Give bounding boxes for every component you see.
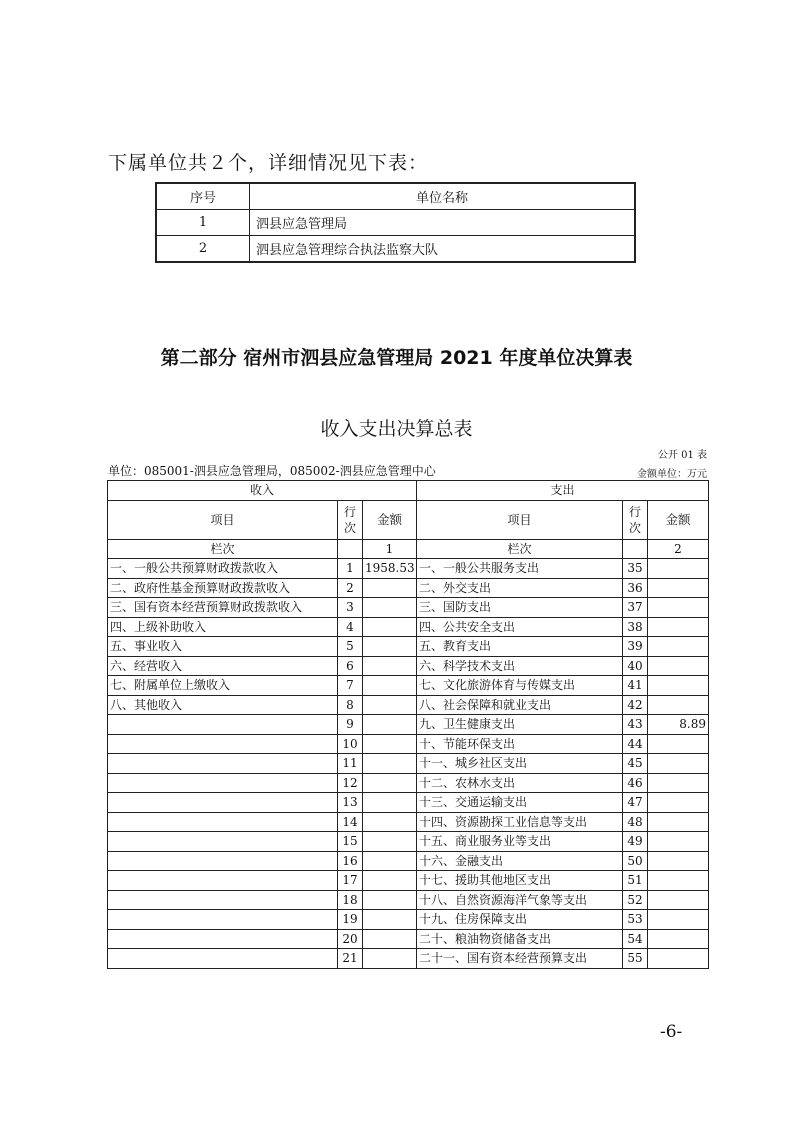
expense-item: 四、公共安全支出 [417,617,623,637]
intro-text: 下属单位共２个，详细情况见下表： [108,152,429,174]
income-line-no: 15 [338,832,363,852]
income-line-no: 18 [338,890,363,910]
income-amount: 1958.53 [363,559,417,579]
income-amount [363,754,417,774]
expense-amount [648,793,709,813]
income-line-no: 16 [338,851,363,871]
table-header-row [156,183,635,210]
expense-amount [648,773,709,793]
expense-amount [648,754,709,774]
table-row [108,734,709,754]
expense-item: 十七、援助其他地区支出 [417,871,623,891]
expense-item: 十八、自然资源海洋气象等支出 [417,890,623,910]
expense-line-no: 52 [623,890,648,910]
table-row [108,793,709,813]
income-item [108,890,338,910]
table-row [108,949,709,969]
income-lanci-label: 栏次 [108,539,338,559]
expense-line-no: 55 [623,949,648,969]
income-amount [363,637,417,657]
income-amount [363,676,417,696]
expense-item: 十四、资源勘探工业信息等支出 [417,812,623,832]
income-amount [363,656,417,676]
expense-item: 十五、商业服务业等支出 [417,832,623,852]
table-row [108,578,709,598]
expense-item: 七、文化旅游体育与传媒支出 [417,676,623,696]
table-row [108,715,709,735]
form-number: 公开 01 表 [657,450,707,461]
income-line-no: 2 [338,578,363,598]
income-line-no: 17 [338,871,363,891]
expense-amount [648,851,709,871]
table-row [156,236,635,263]
expense-item: 五、教育支出 [417,637,623,657]
expense-line-no: 43 [623,715,648,735]
income-item [108,910,338,930]
unit-name: 泗县应急管理综合执法监察大队 [250,236,636,263]
empty-cell [623,539,648,559]
income-item: 四、上级补助收入 [108,617,338,637]
expense-line-no: 54 [623,929,648,949]
expense-item: 六、科学技术支出 [417,656,623,676]
income-amount [363,715,417,735]
expense-amount [648,812,709,832]
income-item-header: 项目 [108,500,338,539]
income-item [108,773,338,793]
expense-item-header: 项目 [417,500,623,539]
unit-serial: 2 [156,236,250,263]
table-row [108,890,709,910]
income-amount [363,871,417,891]
table-row [108,871,709,891]
income-line-no: 12 [338,773,363,793]
table-body [108,559,709,969]
expense-item: 十六、金融支出 [417,851,623,871]
income-line-no: 11 [338,754,363,774]
expense-amount [648,734,709,754]
table-row [108,832,709,852]
income-item [108,812,338,832]
expense-line-no: 41 [623,676,648,696]
income-line-no: 1 [338,559,363,579]
income-item: 六、经营收入 [108,656,338,676]
expense-line-no: 53 [623,910,648,930]
column-header-row [108,500,709,539]
income-line-no: 13 [338,793,363,813]
section-header-row [108,481,709,501]
expense-line-no: 47 [623,793,648,813]
income-item: 一、一般公共预算财政拨款收入 [108,559,338,579]
income-item [108,929,338,949]
income-item [108,715,338,735]
table-row [108,656,709,676]
expense-line-no: 35 [623,559,648,579]
income-amount [363,773,417,793]
income-item [108,851,338,871]
empty-cell [338,539,363,559]
expense-amount [648,656,709,676]
income-item [108,754,338,774]
expense-item: 二、外交支出 [417,578,623,598]
unit-serial: 1 [156,210,250,236]
income-amount [363,793,417,813]
expense-line-no: 45 [623,754,648,774]
income-item [108,793,338,813]
expense-amount [648,637,709,657]
income-item [108,871,338,891]
income-item [108,734,338,754]
income-line-no: 6 [338,656,363,676]
income-column-number: 1 [363,539,417,559]
expense-item: 十二、农林水支出 [417,773,623,793]
income-amount [363,929,417,949]
income-item: 三、国有资本经营预算财政拨款收入 [108,598,338,618]
income-amount [363,598,417,618]
table-row [156,210,635,236]
income-amount [363,734,417,754]
expense-item: 十、节能环保支出 [417,734,623,754]
table-row [108,695,709,715]
expense-line-no: 51 [623,871,648,891]
income-line-no: 7 [338,676,363,696]
income-amount-header: 金额 [363,500,417,539]
income-item: 七、附属单位上缴收入 [108,676,338,696]
table-row [108,812,709,832]
income-header: 收入 [108,481,417,501]
subordinate-units-table [155,182,636,263]
income-amount [363,832,417,852]
expense-amount-header: 金额 [648,500,709,539]
table-row [108,754,709,774]
expense-line-no: 40 [623,656,648,676]
income-amount [363,851,417,871]
income-amount [363,695,417,715]
table-title: 收入支出决算总表 [320,418,473,440]
header-unit-name: 单位名称 [250,183,636,210]
table-row [108,929,709,949]
income-amount [363,812,417,832]
expense-amount [648,929,709,949]
expense-amount [648,949,709,969]
expense-item: 十九、住房保障支出 [417,910,623,930]
expense-line-no: 39 [623,637,648,657]
page-number: -6- [660,1022,683,1042]
amount-unit: 金额单位：万元 [637,469,707,480]
expense-header: 支出 [417,481,709,501]
expense-line-no: 36 [623,578,648,598]
table-row [108,559,709,579]
expense-item: 二十一、国有资本经营预算支出 [417,949,623,969]
income-line-no: 8 [338,695,363,715]
unit-name: 泗县应急管理局 [250,210,636,236]
expense-item: 十三、交通运输支出 [417,793,623,813]
expense-amount [648,871,709,891]
income-expense-summary-table [107,480,709,969]
expense-item: 八、社会保障和就业支出 [417,695,623,715]
income-item [108,949,338,969]
income-line-no: 9 [338,715,363,735]
income-item [108,832,338,852]
expense-item: 三、国防支出 [417,598,623,618]
expense-line-no: 48 [623,812,648,832]
expense-amount [648,832,709,852]
income-line-no: 21 [338,949,363,969]
income-line-no: 5 [338,637,363,657]
expense-line-no: 38 [623,617,648,637]
income-amount [363,617,417,637]
expense-column-number: 2 [648,539,709,559]
expense-amount [648,676,709,696]
expense-line-no: 44 [623,734,648,754]
income-item: 五、事业收入 [108,637,338,657]
income-item: 二、政府性基金预算财政拨款收入 [108,578,338,598]
expense-line-no: 37 [623,598,648,618]
income-item: 八、其他收入 [108,695,338,715]
expense-line-no: 42 [623,695,648,715]
expense-amount [648,890,709,910]
expense-amount [648,559,709,579]
column-number-row [108,539,709,559]
expense-line-no: 46 [623,773,648,793]
table-row [108,617,709,637]
table-row [108,773,709,793]
table-row [108,598,709,618]
income-amount [363,949,417,969]
expense-amount [648,578,709,598]
expense-item: 十一、城乡社区支出 [417,754,623,774]
table-row [108,851,709,871]
income-line-no: 19 [338,910,363,930]
table-row [108,637,709,657]
income-line-header: 行次 [338,500,363,539]
expense-line-no: 49 [623,832,648,852]
table-row [108,910,709,930]
expense-amount: 8.89 [648,715,709,735]
income-amount [363,578,417,598]
expense-amount [648,598,709,618]
expense-item: 二十、粮油物资储备支出 [417,929,623,949]
income-line-no: 14 [338,812,363,832]
income-amount [363,890,417,910]
income-line-no: 4 [338,617,363,637]
expense-line-header: 行次 [623,500,648,539]
part-title: 第二部分 宿州市泗县应急管理局 2021 年度单位决算表 [160,347,633,369]
income-amount [363,910,417,930]
reporting-unit: 单位：085001-泗县应急管理局，085002-泗县应急管理中心 [108,464,436,478]
expense-line-no: 50 [623,851,648,871]
header-serial: 序号 [156,183,250,210]
income-line-no: 3 [338,598,363,618]
expense-item: 九、卫生健康支出 [417,715,623,735]
expense-amount [648,617,709,637]
income-line-no: 10 [338,734,363,754]
expense-item: 一、一般公共服务支出 [417,559,623,579]
expense-amount [648,695,709,715]
table-row [108,676,709,696]
expense-amount [648,910,709,930]
income-line-no: 20 [338,929,363,949]
expense-lanci-label: 栏次 [417,539,623,559]
